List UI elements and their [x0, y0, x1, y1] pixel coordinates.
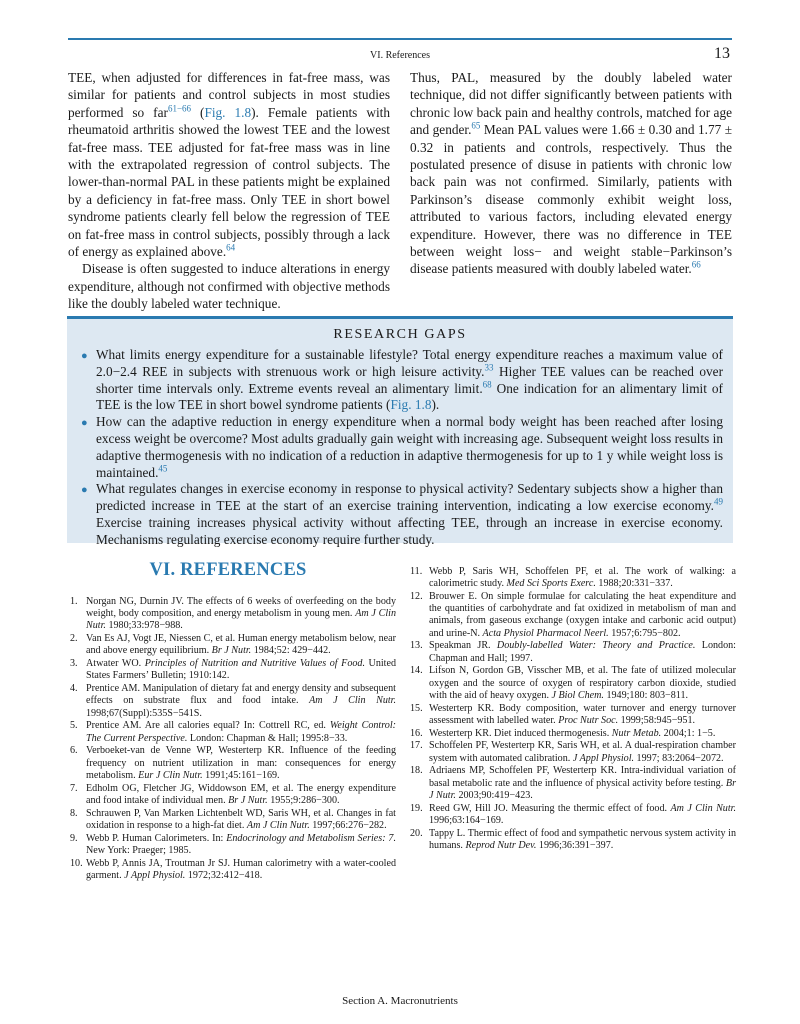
text: Thus, PAL, measured by the doubly labeled water technique, did not differ significantly between patients with chronic low back pain and healthy controls, matched for age and gender. — [410, 70, 732, 138]
reference-number: 10. — [70, 857, 83, 869]
paragraph: Disease is often suggested to induce alterations in energy expenditure, although not confirmed with objective methods like the doubly labeled water technique. — [68, 261, 390, 312]
reference-text: Schoffelen PF, Westerterp KR, Saris WH, et al. A dual-respiration chamber system with automated calibration. — [429, 740, 736, 764]
reference-item — [410, 740, 736, 764]
reference-text: Reed GW, Hill JO. Measuring the thermic effect of food. — [429, 802, 671, 814]
reference-details: 1988;20:331−337. — [595, 578, 673, 590]
journal-name: J Appl Physiol. — [572, 752, 635, 764]
reference-text: Westerterp KR. Diet induced thermogenesis. — [429, 727, 612, 739]
reference-details: 1991;45:161−169. — [202, 769, 280, 781]
reference-text: Verboeket-van de Venne WP, Westerterp KR. Influence of the feeding frequency on nutrient utilization in man: consequences for energy metabolism. — [86, 745, 396, 781]
reference-number: 19. — [410, 802, 423, 814]
journal-name: J Appl Physiol. — [124, 869, 186, 881]
research-gaps-list — [67, 347, 733, 549]
reference-text: Speakman JR. — [429, 640, 497, 652]
research-gap-item — [81, 347, 723, 414]
reference-text: Prentice AM. Manipulation of dietary fat and energy density and subsequent effects on substrate flux and food intake. — [86, 683, 396, 707]
reference-item — [410, 828, 736, 852]
reference-number: 18. — [410, 765, 423, 777]
reference-details: 2004;1: 1−5. — [661, 727, 716, 739]
body-column-right — [410, 69, 732, 278]
running-head — [68, 47, 732, 65]
reference-text: Tappy L. Thermic effect of food and sympathetic nervous system activity in humans. — [429, 827, 736, 851]
reference-item — [410, 765, 736, 802]
reference-list-right — [410, 566, 736, 853]
text: ). Female patients with rheumatoid arthritis showed the lowest TEE and the lowest fat-free mass. TEE adjusted for fat-free mass was in line with the extrapolated regression of control subjects. The lower-than-normal PAL in these patients might be explained by a deficiency in fat-free mass. Only TEE in short bowel syndrome patients clearly fell below the regression of TEE on fat-free mass in control subjects, possibly through a lack of energy as explained above. — [68, 104, 390, 260]
reference-details: 1998;67(Suppl):535S−541S. — [86, 707, 202, 719]
header-rule — [68, 38, 732, 40]
reference-text: Webb P, Saris WH, Schoffelen PF, et al. The work of walking: a calorimetric study. — [429, 566, 736, 590]
journal-name: Am J Clin Nutr. — [670, 802, 736, 814]
journal-name: Eur J Clin Nutr. — [138, 769, 203, 781]
citation-link[interactable]: 64 — [226, 242, 236, 253]
paragraph — [410, 69, 732, 278]
citation-link[interactable]: 33 — [484, 362, 494, 373]
page-footer: Section A. Macronutrients — [342, 995, 458, 1007]
figure-link[interactable]: Fig. 1.8 — [390, 397, 432, 413]
journal-name: Principles of Nutrition and Nutritive Values of Food. — [144, 658, 365, 670]
reference-item — [410, 665, 736, 702]
journal-name: Weight Control: The Current Perspective. — [86, 720, 396, 744]
journal-name: Acta Physiol Pharmacol Neerl. — [482, 627, 609, 639]
research-gap-item — [81, 414, 723, 481]
reference-item — [410, 640, 736, 664]
journal-name: Am J Clin Nutr. — [246, 819, 310, 831]
citation-link[interactable]: 49 — [714, 496, 723, 507]
reference-text: Van Es AJ, Vogt JE, Niessen C, et al. Human energy metabolism below, near and above energy equilibrium. — [86, 633, 396, 657]
reference-details: 1957;6:795−802. — [608, 627, 681, 639]
reference-text: Webb P, Annis JA, Troutman Jr SJ. Human calorimetry with a water-cooled garment. — [86, 857, 396, 881]
page-number: 13 — [714, 45, 730, 62]
text: What regulates changes in exercise economy in response to physical activity? Sedentary subjects show a higher than predicted increase in TEE at the start of an exercise training intervention, indicating a low exercise economy. — [96, 481, 723, 514]
citation-link[interactable]: 65 — [471, 120, 481, 131]
reference-number: 7. — [70, 782, 78, 794]
reference-number: 11. — [410, 566, 423, 577]
reference-details: 1999;58:945−951. — [618, 714, 696, 726]
reference-details: United States Farmers’ Bulletin; 1910:142. — [86, 658, 396, 682]
text: Exercise training increases physical activity without affecting TEE, through an increase in exercise economy. Mechanisms regulating exercise economy require further study. — [96, 514, 723, 547]
citation-link[interactable]: 61−66 — [167, 103, 192, 114]
research-gaps-box — [67, 316, 733, 547]
reference-text: Webb P. Human Calorimeters. In: — [86, 832, 227, 844]
reference-details: 1972;32:412−418. — [185, 869, 263, 881]
reference-item — [70, 833, 396, 857]
journal-name: Reprod Nutr Dev. — [465, 839, 537, 851]
reference-item — [70, 745, 396, 782]
reference-item — [70, 858, 396, 882]
reference-number: 5. — [70, 720, 78, 732]
reference-item — [410, 591, 736, 640]
reference-item — [410, 728, 736, 740]
journal-name: Doubly-labelled Water: Theory and Practice. — [496, 640, 696, 652]
reference-list-left — [70, 596, 396, 883]
reference-number: 4. — [70, 683, 78, 695]
reference-item — [70, 658, 396, 682]
text: What limits energy expenditure for a sustainable lifestyle? Total energy expenditure reaches a maximum value of 2.0−2.4 REE in subjects with strenuous work or high leisure activity. — [96, 347, 723, 379]
journal-name: Br J Nutr. — [228, 794, 268, 806]
reference-number: 12. — [410, 591, 423, 602]
reference-details: 1949;180: 803−811. — [603, 689, 689, 701]
reference-number: 15. — [410, 702, 423, 714]
reference-details: London: Chapman and Hall; 1997. — [429, 640, 736, 664]
paragraph — [68, 69, 390, 260]
reference-details: 1997; 83:2064−2072. — [634, 752, 724, 764]
reference-number: 2. — [70, 633, 78, 645]
reference-item — [410, 803, 736, 827]
running-head-section: VI. References — [370, 50, 430, 61]
reference-text: Schrauwen P, Van Marken Lichtenbelt WD, Saris WH, et al. Changes in fat oxidation in response to a high-fat diet. — [86, 807, 396, 831]
body-column-left — [68, 69, 390, 313]
reference-details: 1997;66:276−282. — [309, 819, 387, 831]
reference-text: Atwater WO. — [86, 658, 145, 670]
reference-details: 1984;52: 429−442. — [251, 645, 331, 657]
reference-item — [410, 703, 736, 727]
text: Mean PAL values were 1.66 ± 0.30 and 1.77 ± 0.32 in patients and controls, respectively. Thus the postulated presence of disuse in patients with chronic low back pain was not confirmed. Similarly, patients with Parkinson’s disease commonly exhibit weight loss, attributed to various factors, including elevated energy expenditure. However, there was no difference in TEE between weight loss− and weight stable−Parkinson’s disease patients measured with doubly labeled water. — [410, 122, 732, 277]
reference-number: 14. — [410, 665, 423, 677]
references-heading: VI. REFERENCES — [149, 560, 307, 580]
text: TEE, when adjusted for differences in fat-free mass, was similar for patients and control subjects in most studies performed so far — [68, 70, 390, 120]
reference-text: Brouwer E. On simple formulae for calculating the heat expenditure and the quantities of carbohydrate and fat oxidized in metabolism of man and animals, from gaseous exchange (oxygen intake and carbonic acid output) and urine-N. — [429, 591, 736, 639]
research-gaps-title: RESEARCH GAPS — [333, 327, 467, 342]
reference-item — [410, 566, 736, 590]
citation-link[interactable]: 45 — [158, 463, 168, 474]
reference-text: Edholm OG, Fletcher JG, Widdowson EM, et al. The energy expenditure and food intake of individual men. — [86, 782, 396, 806]
reference-details: 1980;33:978−988. — [105, 620, 183, 632]
bullet-icon: ● — [81, 350, 88, 362]
journal-name: Nutr Metab. — [611, 727, 662, 739]
text: ( — [191, 104, 205, 120]
citation-link[interactable]: 68 — [482, 379, 492, 390]
reference-number: 9. — [70, 832, 78, 844]
figure-link[interactable]: Fig. 1.8 — [204, 104, 252, 120]
reference-item — [70, 783, 396, 807]
reference-text: Lifson N, Gordon GB, Visscher MB, et al. The fate of utilized molecular oxygen and the source of oxygen of respiratory carbon dioxide, studied with the aid of heavy oxygen. — [429, 665, 736, 701]
reference-item — [70, 808, 396, 832]
citation-link[interactable]: 66 — [691, 260, 701, 271]
reference-number: 20. — [410, 827, 423, 839]
text: Higher TEE values can be reached over shorter time intervals only. Extreme events reveal an alimentary limit. — [96, 363, 723, 396]
reference-item — [70, 683, 396, 720]
reference-details: London: Chapman & Hall; 1995:8−33. — [187, 732, 348, 744]
reference-details: 1996;36:391−397. — [536, 839, 614, 851]
bullet-icon: ● — [81, 484, 88, 497]
reference-number: 8. — [70, 807, 78, 819]
journal-name: Med Sci Sports Exerc. — [506, 578, 596, 590]
reference-number: 13. — [410, 640, 423, 652]
reference-number: 3. — [70, 658, 78, 670]
reference-details: 1996;63:164−169. — [429, 814, 504, 826]
journal-name: Am J Clin Nutr. — [86, 608, 397, 632]
journal-name: J Biol Chem. — [551, 689, 604, 701]
reference-number: 16. — [410, 727, 423, 739]
bullet-icon: ● — [81, 417, 88, 430]
reference-item — [70, 596, 396, 633]
reference-item — [70, 633, 396, 657]
research-gap-item — [81, 481, 723, 548]
journal-name: Br J Nutr. — [429, 777, 736, 801]
journal-name: Br J Nutr. — [211, 645, 252, 657]
reference-number: 6. — [70, 745, 78, 757]
journal-name: Am J Clin Nutr. — [309, 695, 396, 707]
journal-name: Endocrinology and Metabolism Series: 7. — [226, 832, 397, 844]
reference-details: 1955;9:286−300. — [267, 794, 340, 806]
reference-number: 1. — [70, 596, 78, 607]
reference-details: New York: Praeger; 1985. — [86, 844, 192, 856]
reference-number: 17. — [410, 740, 423, 752]
text: How can the adaptive reduction in energy expenditure when a normal body weight has been reached after losing excess weight be overcome? Most adults gradually gain weight with increasing age. Subsequent weight loss results in adaptive thermogenesis with no indication of a reduction in adaptive thermogenesis for up to 1 y while weight loss is maintained. — [96, 414, 723, 480]
text: One indication for an alimentary limit of TEE is the low TEE in short bowel syndrome patients ( — [96, 380, 723, 413]
reference-text: Westerterp KR. Body composition, water turnover and energy turnover assessment with labelled water. — [429, 702, 736, 726]
reference-item — [70, 720, 396, 744]
reference-details: 2003;90:419−423. — [455, 789, 533, 801]
reference-text: Adriaens MP, Schoffelen PF, Westerterp KR. Intra-individual variation of basal metabolic rate and the influence of physical activity before testing. — [429, 765, 736, 789]
reference-text: Prentice AM. Are all calories equal? In: Cottrell RC, ed. — [86, 720, 330, 732]
journal-name: Proc Nutr Soc. — [558, 714, 619, 726]
reference-text: Norgan NG, Durnin JV. The effects of 6 weeks of overfeeding on the body weight, body composition, and energy metabolism in young men. — [86, 596, 396, 620]
text: ). — [431, 397, 440, 413]
